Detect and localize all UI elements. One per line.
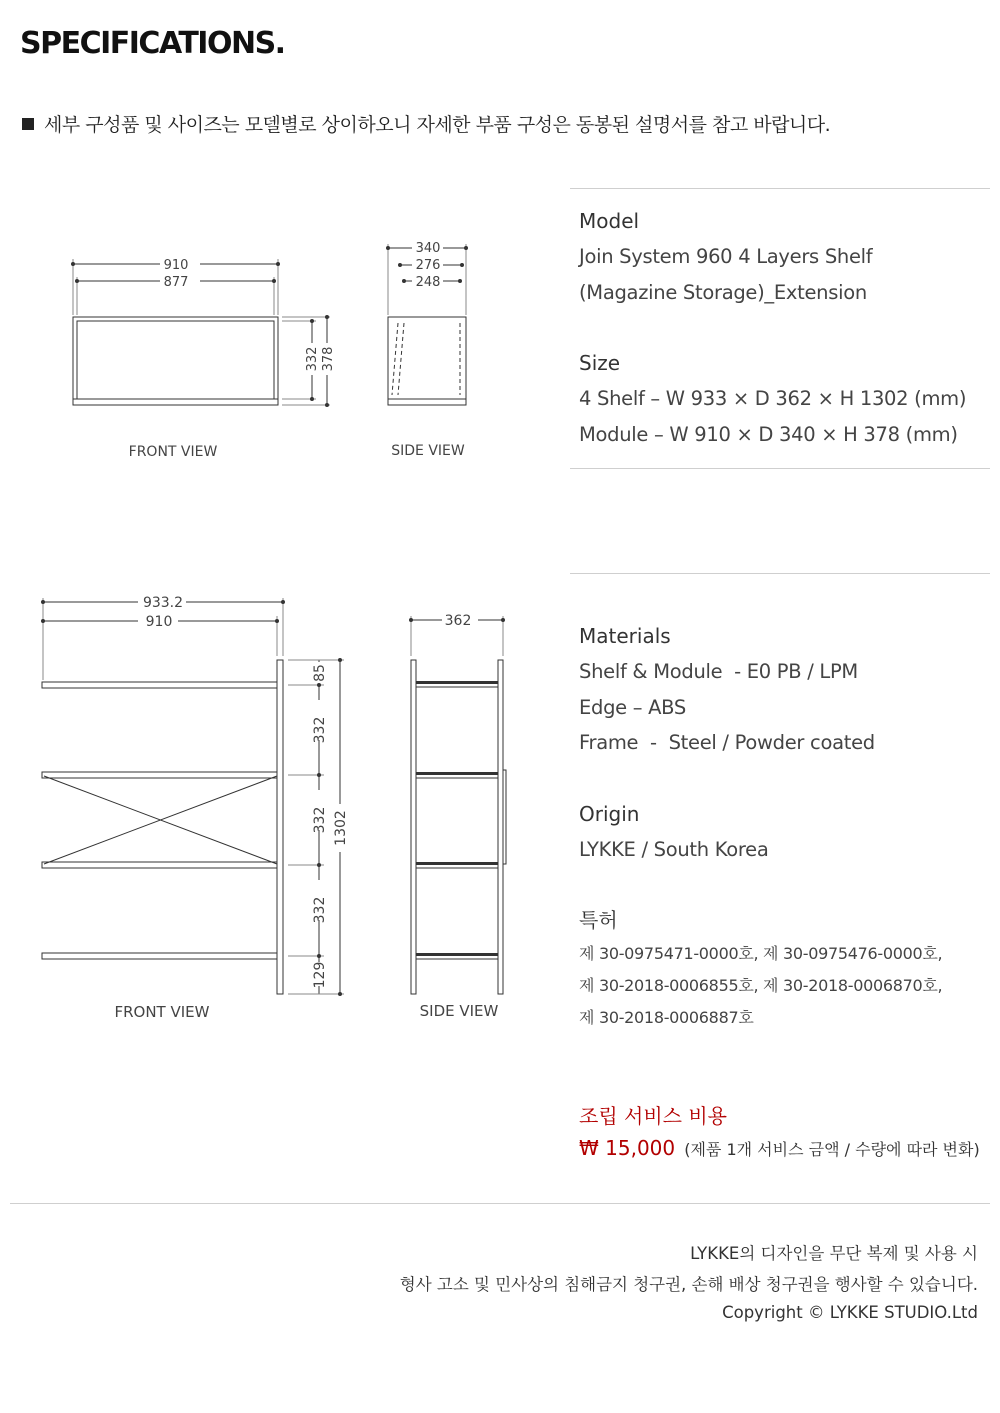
notice-text: 세부 구성품 및 사이즈는 모델별로 상이하오니 자세한 부품 구성은 동봉된 설명서를 참고 바랍니다. [44, 114, 831, 136]
materials-line-1: Shelf & Module - E0 PB / LPM [579, 660, 858, 683]
model-line-1: Join System 960 4 Layers Shelf [579, 245, 873, 268]
shelf-gap-1: 332 [312, 716, 328, 744]
footer-divider [10, 1203, 990, 1204]
footer-line-2: 형사 고소 및 민사상의 침해금지 청구권, 손해 배상 청구권을 행사할 수 있습니다. [399, 1275, 978, 1294]
shelf-front-caption: FRONT VIEW [114, 1003, 210, 1021]
patent-line-1: 제 30-0975471-0000호, 제 30-0975476-0000호, [579, 944, 943, 963]
assembly-service-title: 조립 서비스 비용 [579, 1104, 727, 1128]
shelf-gap-2: 332 [312, 806, 328, 834]
model-label: Model [579, 209, 640, 233]
module-front-height-outer: 378 [321, 346, 336, 372]
assembly-service-note: (제품 1개 서비스 금액 / 수량에 따라 변화) [684, 1140, 980, 1159]
spec-mid-divider-1 [570, 468, 990, 469]
spec-materials-origin [579, 619, 989, 1034]
module-side-caption: SIDE VIEW [391, 443, 465, 459]
module-side-depth-3: 248 [415, 275, 441, 290]
square-bullet-icon [22, 118, 34, 130]
module-side-depth-1: 340 [415, 241, 441, 256]
assembly-service-price: ₩ 15,000 [579, 1136, 676, 1160]
spec-model-size [579, 204, 989, 452]
page-title: SPECIFICATIONS. [20, 26, 285, 61]
shelf-drawing [30, 590, 530, 1030]
footer-copyright: Copyright © LYKKE STUDIO.Ltd [722, 1303, 978, 1322]
model-line-2: (Magazine Storage)_Extension [579, 280, 867, 304]
notice [22, 110, 830, 137]
size-label: Size [579, 351, 621, 375]
shelf-width-inner: 910 [145, 614, 173, 630]
module-front-height-inner: 332 [305, 346, 320, 372]
module-drawing [40, 235, 510, 470]
patent-line-2: 제 30-2018-0006855호, 제 30-2018-0006870호, [579, 976, 943, 995]
shelf-total-height: 1302 [333, 810, 349, 846]
materials-line-2: Edge – ABS [579, 695, 686, 719]
spec-top-divider [570, 188, 990, 189]
origin-label: Origin [579, 801, 640, 826]
shelf-gap-3: 332 [312, 896, 328, 924]
shelf-top-gap: 85 [312, 664, 328, 682]
module-side-depth-2: 276 [415, 258, 441, 273]
materials-line-3: Frame - Steel / Powder coated [579, 731, 875, 754]
patent-label: 특허 [579, 908, 618, 932]
size-line-1: 4 Shelf – W 933 × D 362 × H 1302 (mm) [579, 387, 967, 410]
size-line-2: Module – W 910 × D 340 × H 378 (mm) [579, 422, 958, 446]
assembly-service-price-line [579, 1136, 980, 1160]
module-front-caption: FRONT VIEW [128, 444, 218, 460]
materials-label: Materials [579, 624, 671, 648]
patent-line-3: 제 30-2018-0006887호 [579, 1008, 754, 1027]
module-front-width-inner: 877 [163, 275, 189, 290]
spec-mid-divider-2 [570, 573, 990, 574]
footer-line-1: LYKKE의 디자인을 무단 복제 및 사용 시 [690, 1244, 978, 1263]
shelf-side-caption: SIDE VIEW [419, 1002, 499, 1020]
shelf-width-outer: 933.2 [142, 595, 184, 611]
shelf-bottom-gap: 129 [312, 961, 328, 989]
module-front-width-outer: 910 [163, 258, 189, 273]
shelf-side-depth: 362 [444, 613, 472, 629]
origin-value: LYKKE / South Korea [579, 837, 769, 861]
